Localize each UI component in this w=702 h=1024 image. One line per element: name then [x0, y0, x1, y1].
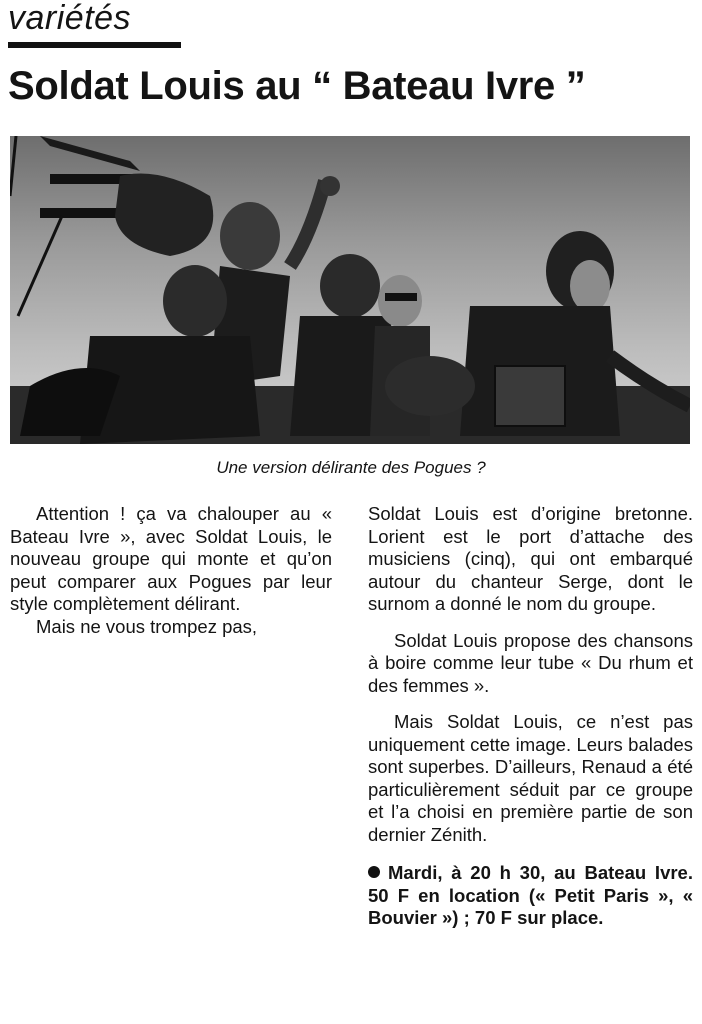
bullet-icon [368, 866, 380, 878]
rubric-underline [8, 42, 181, 48]
left-column [10, 503, 332, 638]
band-photo-illustration [10, 136, 690, 444]
right-paragraph-1: Soldat Louis est d’origine bretonne. Lorient est le port d’attache des musiciens (cinq), qui ont embarqué autour du chanteur Serge, dont le surnom a donné le nom du groupe. [368, 503, 693, 614]
event-info-text: Mardi, à 20 h 30, au Bateau Ivre. 50 F en location (« Petit Paris », « Bouvier ») ; 70 F sur place. [368, 862, 693, 928]
photo-caption: Une version délirante des Pogues ? [216, 458, 486, 477]
right-paragraph-3: Mais Soldat Louis, ce n’est pas uniquement cette image. Leurs balades sont superbes. D’ailleurs, Renaud a été particulièrement séduit par ce groupe et l’a choisi en première partie de son dernier Zénith. [368, 711, 693, 845]
right-column [368, 503, 693, 930]
left-paragraph-2: Mais ne vous trompez pas, [36, 615, 258, 637]
section-rubric: variétés [8, 0, 132, 37]
article-headline: Soldat Louis au “ Bateau Ivre ” [8, 64, 586, 108]
event-info [368, 862, 693, 930]
left-paragraph-1: Attention ! ça va chalouper au « Bateau Ivre », avec Soldat Louis, le nouveau groupe qui monte et qu’on peut comparer aux Pogues par leur style complètement délirant. [10, 503, 332, 614]
band-photo [10, 136, 690, 444]
right-paragraph-2: Soldat Louis propose des chansons à boire comme leur tube « Du rhum et des femmes ». [368, 629, 693, 696]
